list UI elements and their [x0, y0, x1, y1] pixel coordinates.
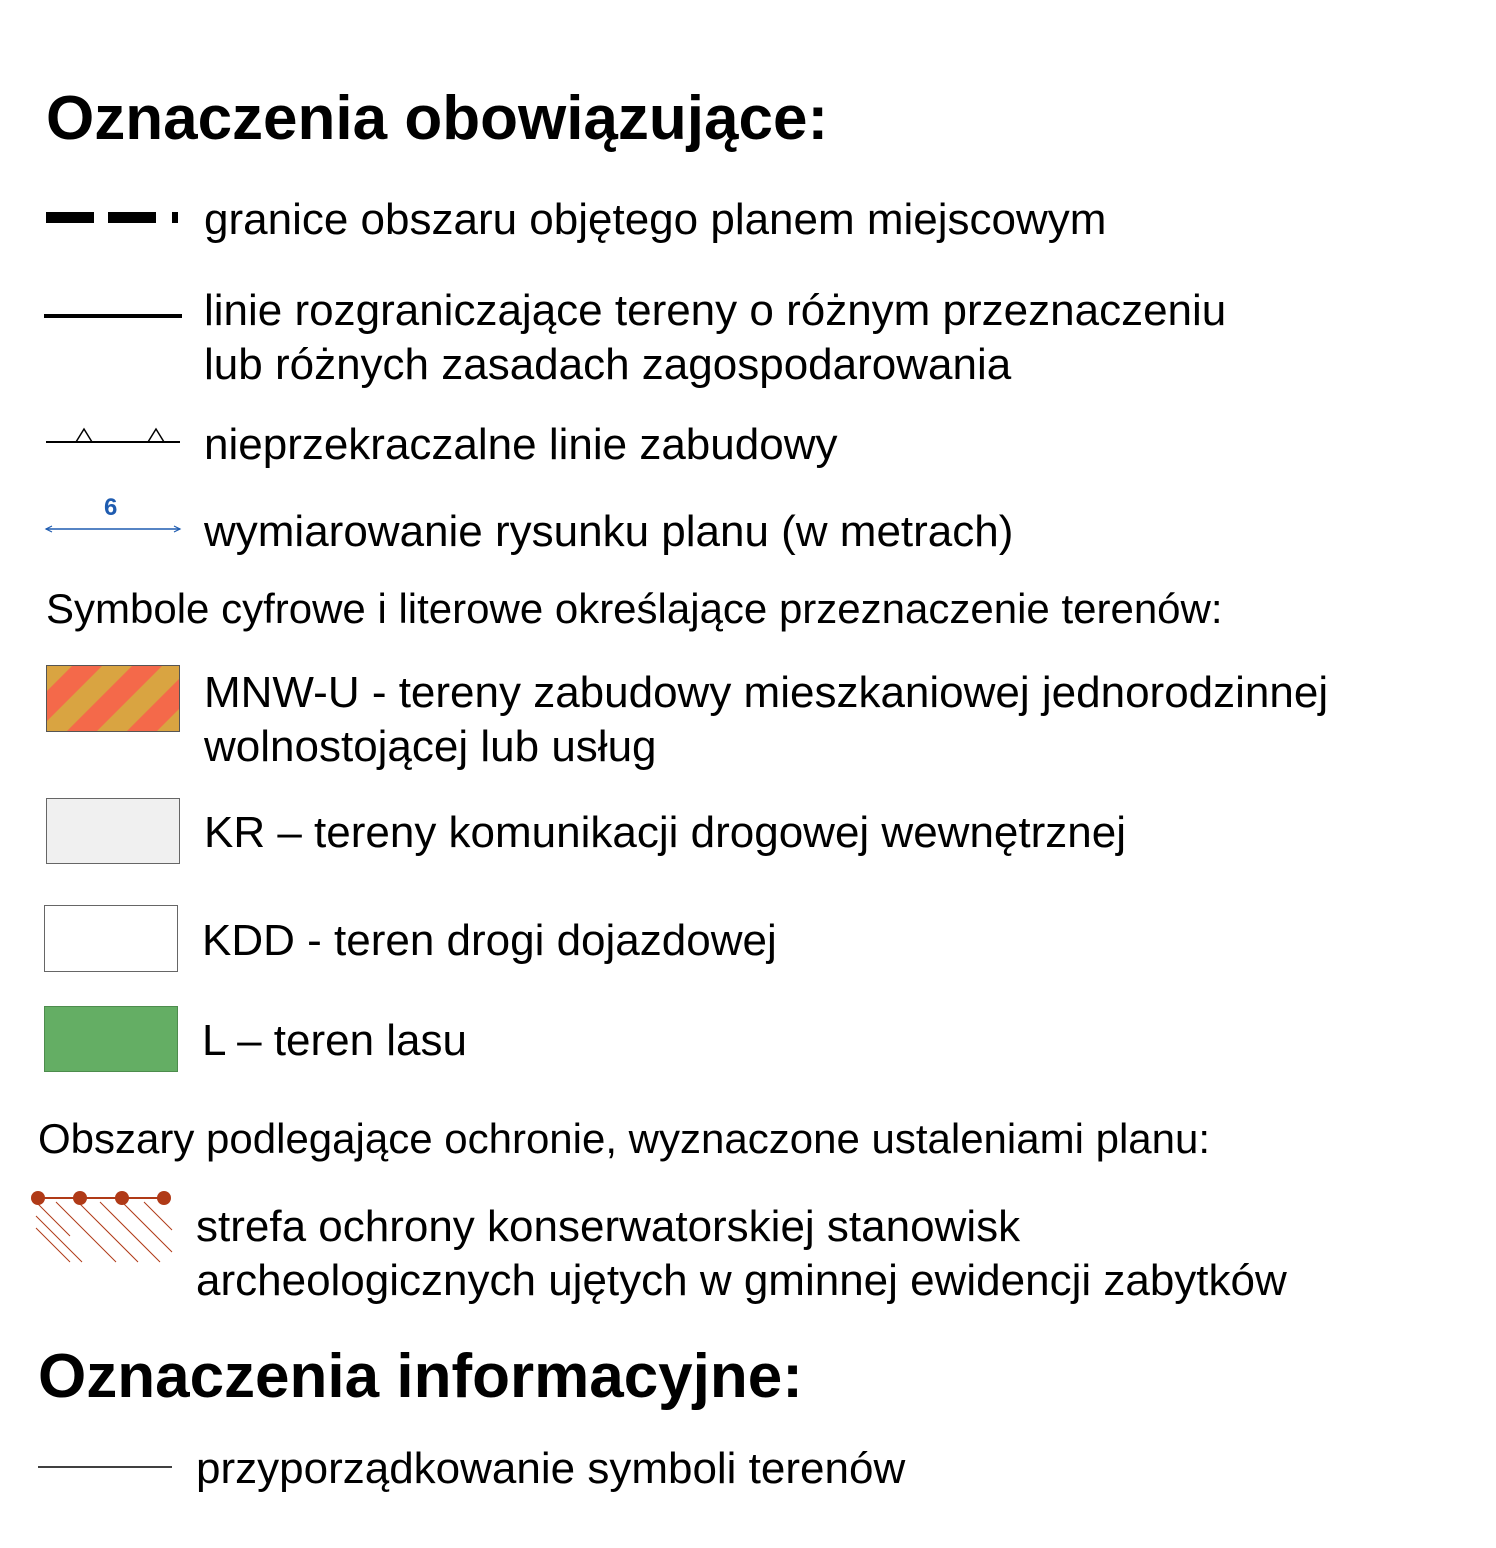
dimension-label: wymiarowanie rysunku planu (w metrach)	[204, 507, 1014, 556]
dimension-line-symbol	[46, 524, 182, 534]
solid-dividing-line-symbol	[44, 312, 182, 320]
building-line-symbol	[46, 424, 182, 446]
dashed-boundary-line-symbol	[46, 210, 182, 226]
archaeological-zone-symbol	[30, 1188, 176, 1270]
dividing-lines-label-line1: linie rozgraniczające tereny o różnym przeznaczeniu	[204, 286, 1227, 335]
thin-assignment-line-symbol	[38, 1464, 174, 1470]
mnw-u-label-line2: wolnostojącej lub usług	[204, 722, 657, 771]
l-forest-label: L – teren lasu	[202, 1016, 467, 1065]
assignment-label: przyporządkowanie symboli terenów	[196, 1444, 906, 1493]
kr-swatch	[46, 798, 180, 864]
archaeological-zone-label-line1: strefa ochrony konserwatorskiej stanowisk	[196, 1202, 1021, 1251]
kdd-label: KDD - teren drogi dojazdowej	[202, 916, 777, 965]
archaeological-zone-label-line2: archeologicznych ujętych w gminnej ewidencji zabytków	[196, 1256, 1287, 1305]
l-forest-swatch	[44, 1006, 178, 1072]
kdd-swatch	[44, 905, 178, 972]
dividing-lines-label-line2: lub różnych zasadach zagospodarowania	[204, 340, 1012, 389]
building-line-label: nieprzekraczalne linie zabudowy	[204, 420, 838, 469]
protection-heading: Obszary podlegające ochronie, wyznaczone ustaleniami planu:	[38, 1115, 1211, 1162]
land-use-heading: Symbole cyfrowe i literowe określające przeznaczenie terenów:	[46, 585, 1223, 632]
mnw-u-label-line1: MNW-U - tereny zabudowy mieszkaniowej jednorodzinnej	[204, 668, 1329, 717]
dimension-value: 6	[104, 494, 118, 521]
boundary-label: granice obszaru objętego planem miejscowym	[204, 195, 1107, 244]
heading-informational: Oznaczenia informacyjne:	[38, 1342, 803, 1411]
mnw-u-swatch	[46, 665, 180, 732]
heading-binding: Oznaczenia obowiązujące:	[46, 84, 829, 153]
kr-label: KR – tereny komunikacji drogowej wewnętrznej	[204, 808, 1126, 857]
